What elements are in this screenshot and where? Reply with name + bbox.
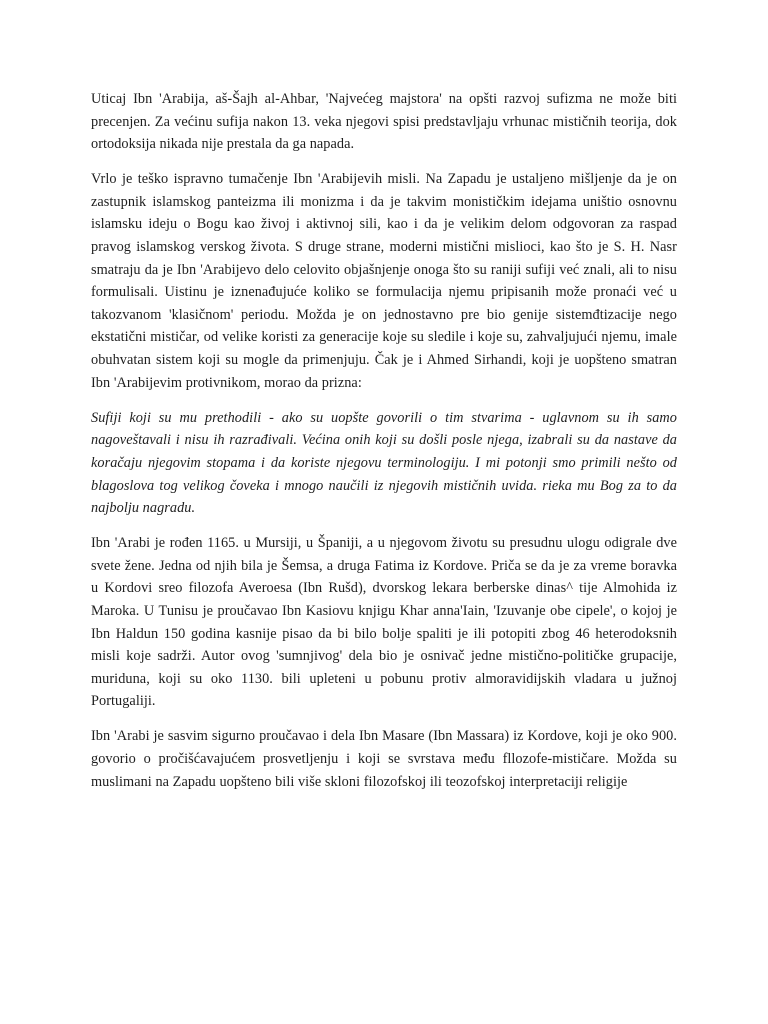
paragraph-interpretation: Vrlo je teško ispravno tumačenje Ibn 'Arabijevih misli. Na Zapadu je ustaljeno mišljenje da je on zastupnik islamskog panteizma ili monizma i da je takvim monističkim idejama uništio osnovnu islamsku ideju o Bogu kao živoj i aktivnoj sili, kao i da je velikim delom odgovoran za raspad pravog islamskog verskog života. S druge strane, moderni mistični mislioci, kao što je S. H. Nasr smatraju da je Ibn 'Arabijevo delo celovito objašnjenje onoga što su raniji sufiji već znali, ali to nisu formulisali. Uistinu je iznenađujuće koliko se formulacija njemu pripisanih može pronaći već u takozvanom 'klasičnom' periodu. Možda je on jednostavno pre bio genije sistemđtizacije nego ekstatični mističar, od velike koristi za generacije koje su sledile i koje su, zahvaljujući njemu, imale obuhvatan sistem koji su mogle da primenjuju. Čak je i Ahmed Sirhandi, koji je uopšteno smatran Ibn 'Arabijevim protivnikom, morao da prizna: [91, 171, 677, 391]
paragraph-ibn-masarra: Ibn 'Arabi je sasvim sigurno proučavao i dela Ibn Masare (Ibn Massara) iz Kordove, koji je oko 900. govorio o pročišćavajućem prosvetljenju i koji se svrstava među fllozofe-mističare. Možda su muslimani na Zapadu uopšteno bili više skloni filozofskoj ili teozofskoj interpretaciji religije [91, 728, 677, 790]
paragraph-sirhindi-quote: Sufiji koji su mu prethodili - ako su uopšte govorili o tim stvarima - uglavnom su ih samo nagoveštavali i nisu ih razrađivali. Većina onih koji su došli posle njega, izabrali su da nastave da koračaju njegovim stopama i da koriste njegovu terminologiju. I mi potonji smo primili nešto od blagoslova tog velikog čoveka i mnogo naučili iz njegovih mističnih uvida. rieka mu Bog za to da najbolju nagradu. [91, 409, 677, 517]
paragraph-biography: Ibn 'Arabi je rođen 1165. u Mursiji, u Španiji, a u njegovom životu su presudnu ulogu odigrale dve svete žene. Jedna od njih bila je Šemsa, a druga Fatima iz Kordove. Priča se da je za vreme boravka u Kordovi sreo filozofa Averoesa (Ibn Rušd), dvorskog lekara berberske dinas^ tije Almohida iz Maroka. U Tunisu je proučavao Ibn Kasiovu knjigu Khar anna'Iain, 'Izuvanje obe cipele', o kojoj je Ibn Haldun 150 godina kasnije pisao da bi bilo bolje spaliti je ili potopiti zbog 46 heterodoksnih misli koje sadrži. Autor ovog 'sumnjivog' dela bio je osnivač jedne mistično-političke grupacije, muriduna, koji su oko 1130. bili upleteni u pobunu protiv almoravidijskih vladara u južnoj Portugaliji. [91, 535, 677, 710]
document-body [91, 88, 677, 806]
paragraph-intro: Uticaj Ibn 'Arabija, aš-Šajh al-Ahbar, 'Najvećeg majstora' na opšti razvoj sufizma ne može biti precenjen. Za većinu sufija nakon 13. veka njegovi spisi predstavljaju vrhunac mističnih teorija, dok ortodoksija nikada nije prestala da ga napada. [91, 91, 677, 153]
